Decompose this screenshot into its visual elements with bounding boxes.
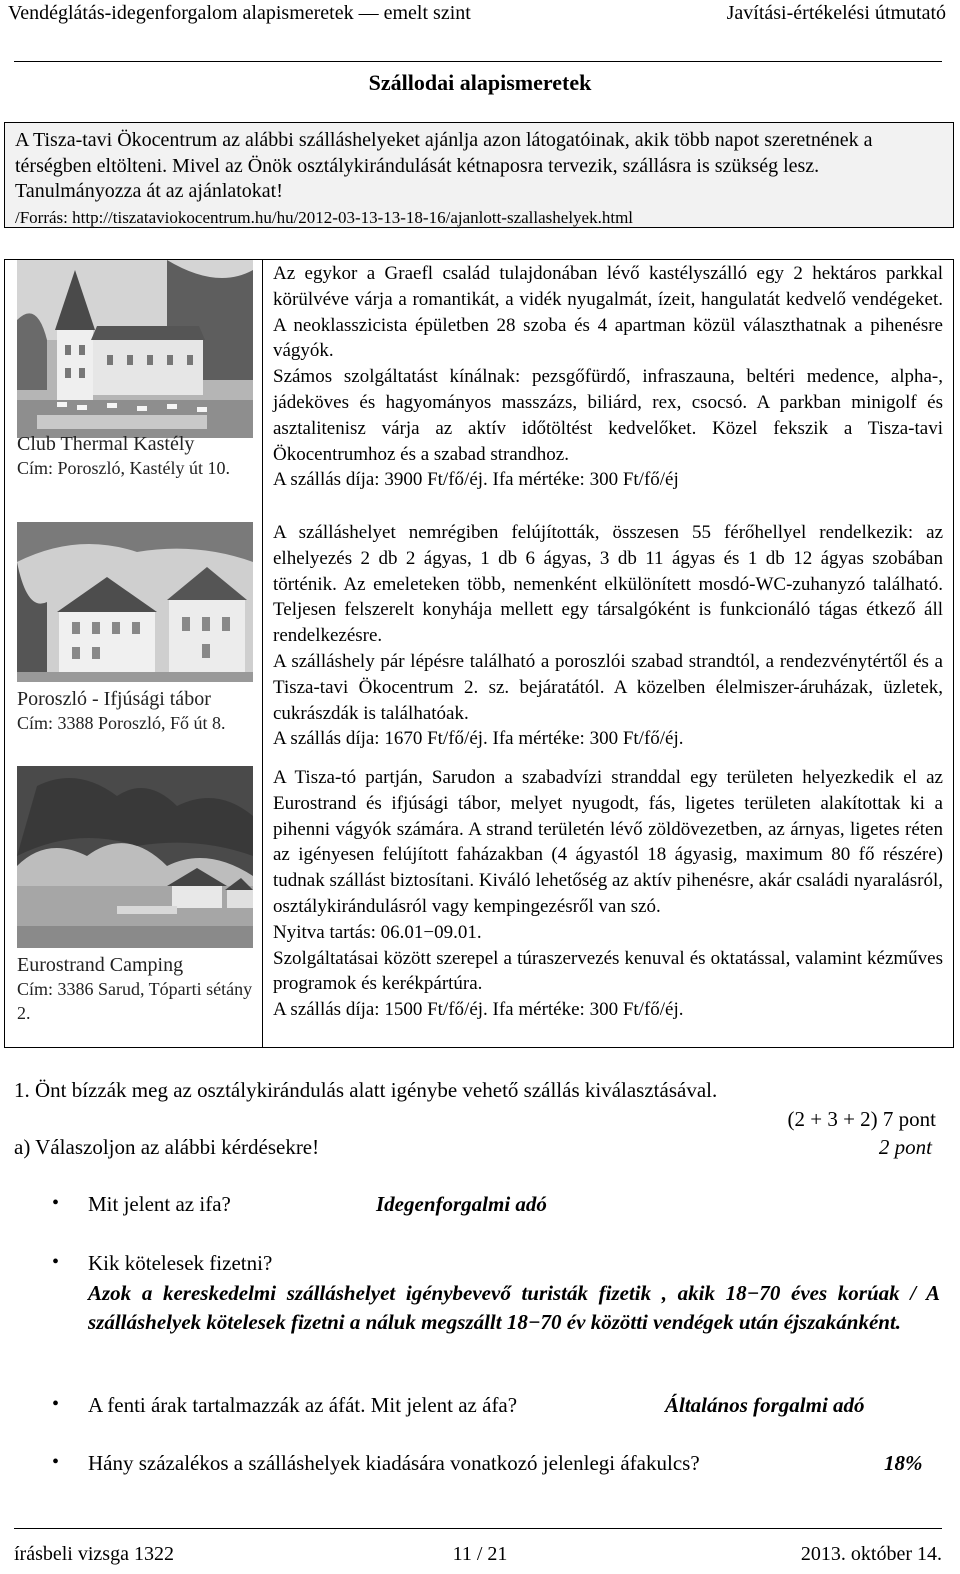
offer-caption bbox=[17, 432, 253, 480]
section-title: Szállodai alapismeretek bbox=[368, 70, 592, 95]
qa-item bbox=[0, 1251, 960, 1361]
bullet-icon: • bbox=[52, 1451, 60, 1473]
offer-address: Cím: 3388 Poroszló, Fő út 8. bbox=[17, 713, 226, 733]
question: Kik kötelesek fizetni? bbox=[88, 1251, 273, 1275]
running-header-right: Javítási-értékelési útmutató bbox=[726, 2, 946, 24]
bullet-icon: • bbox=[52, 1192, 60, 1214]
offer-name: Eurostrand Camping bbox=[17, 954, 184, 976]
offer-paragraph: A szálláshelyet nemrégiben felújították, összesen 55 férőhellyel rendelkezik: az elhelyezés 2 db 2 ágyas, 1 db 6 ágyas, 3 db 11 ágyas és 1 db 12 ágyas szobában történik. Az emeleteken több, nemenként elkülönített mosdó-WC-zuhanyzó található. Teljesen felszerelt konyhája mellett egy társalgóként is funkcionáló tágas étkező áll rendelkezésre. bbox=[273, 522, 943, 647]
offer-description bbox=[273, 765, 943, 1023]
offer-paragraph: Nyitva tartás: 06.01−09.01. bbox=[273, 921, 482, 943]
camping-photo bbox=[17, 766, 253, 948]
offer-description bbox=[273, 520, 943, 752]
page-number: 11 / 21 bbox=[452, 1543, 508, 1565]
bullet-icon: • bbox=[52, 1251, 60, 1273]
header-rule bbox=[14, 61, 942, 62]
offer-paragraph: Szolgáltatásai között szerepel a túraszervezés kenuval és oktatással, valamint kézműves programok és kerékpártúra. bbox=[273, 947, 943, 995]
offer-paragraph: Számos szolgáltatást kínálnak: pezsgőfürdő, infraszauna, beltéri medence, alpha-, jádeköves és hagyományos masszázs, biliárd, rex, csocsó. A parkban minigolf és asztalitenisz várja az aktív időtöltést kedvelőket. Közel fekszik a Tisza-tavi Ökocentrumhoz és a szabad strandhoz. bbox=[273, 366, 943, 465]
bullet-icon: • bbox=[52, 1393, 60, 1415]
column-divider bbox=[262, 260, 263, 1047]
qa-item bbox=[0, 1393, 960, 1423]
offer-paragraph: A szálláshely pár lépésre található a poroszlói szabad strandtól, a rendezvénytértől és a Tisza-tavi Ökocentrum 2. sz. bejáratától. A közelben élelmiszer-áruházak, üzletek, cukrászdák is találhatóak. bbox=[273, 650, 943, 724]
intro-source: /Forrás: http://tiszataviokocentrum.hu/hu/2012-03-13-13-18-16/ajanlott-szallashelyek.html bbox=[15, 207, 634, 227]
subtask-a: a) Válaszoljon az alábbi kérdésekre! bbox=[14, 1135, 320, 1159]
offer-paragraph: A Tisza-tó partján, Sarudon a szabadvízi stranddal egy területen helyezkedik el az Eurostrand és ifjúsági tábor, melyet nyugodt, fás, ligetes területen alakítottak ki a pihenni vágyók számára. A strand területén lévő zöldövezetben, az árnyas, ligetes réten az igényesen felújított faházakban (4 ágyastól 18 ágyasig, maximum 80 fő részére) tudnak szállást biztosítani. Kiváló lehetőség az aktív pihenésre, akár családi nyaralásról, osztálykirándulásról vagy kempingezésről van szó. bbox=[273, 767, 943, 917]
question: Mit jelent az ifa? bbox=[88, 1192, 231, 1216]
footer-left: írásbeli vizsga 1322 bbox=[14, 1543, 174, 1565]
task-points: (2 + 3 + 2) 7 pont bbox=[787, 1107, 936, 1131]
subtask-a-points: 2 pont bbox=[878, 1135, 932, 1159]
running-header-left: Vendéglátás-idegenforgalom alapismeretek — emelt szint bbox=[8, 2, 471, 24]
footer-rule bbox=[14, 1528, 942, 1529]
offer-price: A szállás díja: 1670 Ft/fő/éj. Ifa mértéke: 300 Ft/fő/éj. bbox=[273, 728, 684, 750]
offers-table bbox=[4, 259, 954, 1048]
youth-camp-photo bbox=[17, 522, 253, 682]
offer-name: Club Thermal Kastély bbox=[17, 433, 195, 455]
offer-price: A szállás díja: 1500 Ft/fő/éj. Ifa mértéke: 300 Ft/fő/éj. bbox=[273, 999, 684, 1021]
answer: 18% bbox=[884, 1451, 923, 1475]
offer-price: A szállás díja: 3900 Ft/fő/éj. Ifa mértéke: 300 Ft/fő/éj bbox=[273, 469, 679, 491]
answer: Azok a kereskedelmi szálláshelyet igénybevevő turisták fizetik , akik 18−70 éves korúak / A szálláshelyek kötelesek fizetni a náluk megszállt 18−70 év közötti vendégek után éjszakánként. bbox=[88, 1281, 940, 1334]
answer: Általános forgalmi adó bbox=[665, 1393, 865, 1417]
offer-caption bbox=[17, 953, 253, 1025]
task-heading: 1. Önt bízzák meg az osztálykirándulás alatt igénybe vehető szállás kiválasztásával. bbox=[14, 1078, 718, 1102]
offer-address: Cím: Poroszló, Kastély út 10. bbox=[17, 458, 230, 478]
offer-address: Cím: 3386 Sarud, Tóparti sétány 2. bbox=[17, 979, 253, 1023]
answer: Idegenforgalmi adó bbox=[376, 1192, 547, 1216]
qa-item bbox=[0, 1192, 960, 1222]
question: A fenti árak tartalmazzák az áfát. Mit jelent az áfa? bbox=[88, 1393, 518, 1417]
offer-description bbox=[273, 261, 943, 493]
offer-name: Poroszló - Ifjúsági tábor bbox=[17, 688, 211, 710]
question: Hány százalékos a szálláshelyek kiadására vonatkozó jelenlegi áfakulcs? bbox=[88, 1451, 700, 1475]
intro-box bbox=[4, 122, 954, 228]
offer-paragraph: Az egykor a Graefl család tulajdonában lévő kastélyszálló egy 2 hektáros parkkal körülvéve várja a romantikát, a vidék nyugalmát, ízeit, hangulatát kedvelő vendégeket. A neoklasszicista épületben 28 szoba és 4 apartman közül választhatnak a pihenésre vágyók. bbox=[273, 263, 943, 362]
intro-text: A Tisza-tavi Ökocentrum az alábbi szálláshelyeket ajánlja azon látogatóinak, akik több napot szeretnének a térségben eltölteni. Mivel az Önök osztálykirándulását kétnaposra tervezik, szállásra is szükség lesz. Tanulmányozza át az ajánlatokat! bbox=[15, 129, 873, 202]
qa-item bbox=[0, 1451, 960, 1481]
footer-date: 2013. október 14. bbox=[800, 1543, 942, 1565]
offer-caption bbox=[17, 687, 253, 735]
castle-photo bbox=[17, 260, 253, 438]
